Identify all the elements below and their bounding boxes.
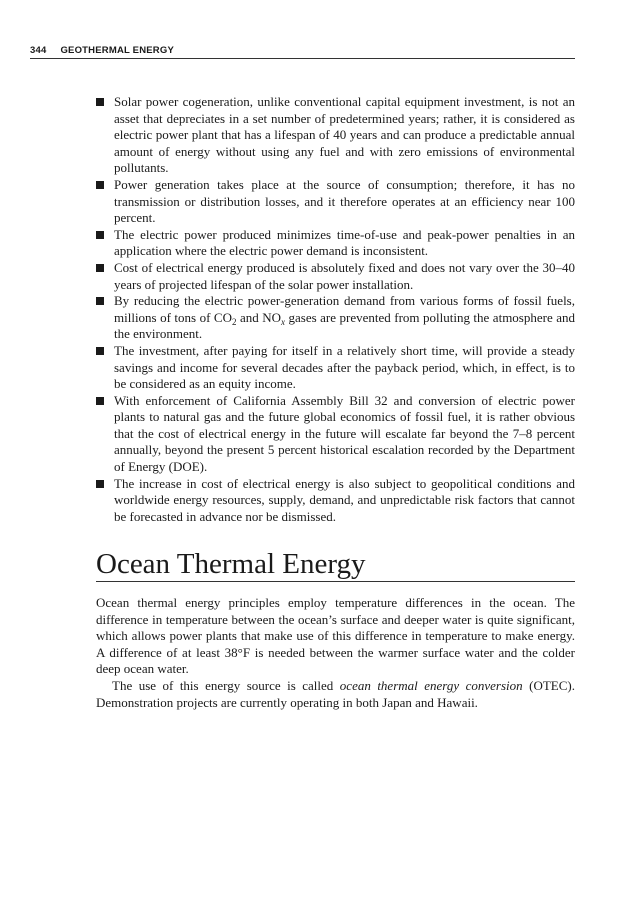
bullet-text: By reducing the electric power-generation demand from various forms of fossil fuels, millions of tons of CO (114, 293, 575, 325)
square-bullet-icon (96, 347, 104, 355)
square-bullet-icon (96, 397, 104, 405)
square-bullet-icon (96, 297, 104, 305)
square-bullet-icon (96, 231, 104, 239)
bullet-item (96, 177, 575, 227)
bullet-item (96, 293, 575, 343)
running-head (30, 44, 575, 59)
bullet-text: and NO (236, 309, 281, 325)
co2-subscript: 2 (231, 316, 237, 327)
paragraph: Ocean thermal energy principles employ temperature differences in the ocean. The difference in temperature between the ocean’s surface and deeper water is quite significant, which allows power plants that make use of this difference in temperature to make energy. A difference of at least 38°F is needed between the warmer surface water and the colder deep ocean water. (96, 595, 575, 677)
bullet-text: The electric power produced minimizes time-of-use and peak-power penalties in an application where the electric power demand is inconsistent. (114, 226, 575, 259)
bullet-item (96, 260, 575, 293)
section-body (96, 595, 575, 711)
paragraph-text: (OTEC). Demonstration projects are currently operating in both Japan and Hawaii. (96, 677, 575, 710)
bullet-text: gases are prevented from polluting the atmosphere and the environment. (114, 309, 575, 342)
nox-subscript: x (281, 316, 285, 327)
square-bullet-icon (96, 480, 104, 488)
paragraph (96, 678, 575, 711)
square-bullet-icon (96, 98, 104, 106)
bullet-item (96, 94, 575, 177)
page-number: 344 (30, 45, 47, 56)
bullet-list (96, 94, 575, 525)
bullet-text: With enforcement of California Assembly Bill 32 and conversion of electric power plants to natural gas and the future global economics of fossil fuel, it is rather obvious that the cost of electrical energy in the future will escalate far beyond the 7–8 percent annually, beyond the present 5 percent historical escalation recorded by the Department of Energy (DOE). (114, 392, 575, 475)
section-title: Ocean Thermal Energy (96, 549, 575, 582)
bullet-item (96, 227, 575, 260)
bullet-text: Solar power cogeneration, unlike conventional capital equipment investment, is not an asset that depreciates in a set number of predetermined years; rather, it is considered as electric power plant that has a lifespan of 40 years and can produce a predictable annual amount of energy without using any fuel and with zero emissions of environmental pollutants. (114, 94, 575, 176)
bullet-text: Power generation takes place at the source of consumption; therefore, it has no transmission or distribution losses, and it therefore operates at an efficiency near 100 percent. (114, 176, 575, 226)
emphasized-term: ocean thermal energy conversion (339, 677, 523, 693)
bullet-item (96, 476, 575, 526)
square-bullet-icon (96, 264, 104, 272)
bullet-text: Cost of electrical energy produced is absolutely fixed and does not vary over the 30–40 years of projected lifespan of the solar power installation. (114, 259, 575, 292)
running-head-title: GEOTHERMAL ENERGY (60, 45, 174, 56)
bullet-text: The increase in cost of electrical energy is also subject to geopolitical conditions and worldwide energy resources, supply, demand, and unpredictable risk factors that cannot be forecasted in advance nor be dismissed. (114, 475, 575, 524)
bullet-text: The investment, after paying for itself in a relatively short time, will provide a steady savings and income for several decades after the payback period, which, in effect, is to be considered as an equity income. (114, 342, 575, 392)
paragraph-text: The use of this energy source is called (112, 677, 340, 693)
square-bullet-icon (96, 181, 104, 189)
bullet-item (96, 393, 575, 476)
bullet-item (96, 343, 575, 393)
